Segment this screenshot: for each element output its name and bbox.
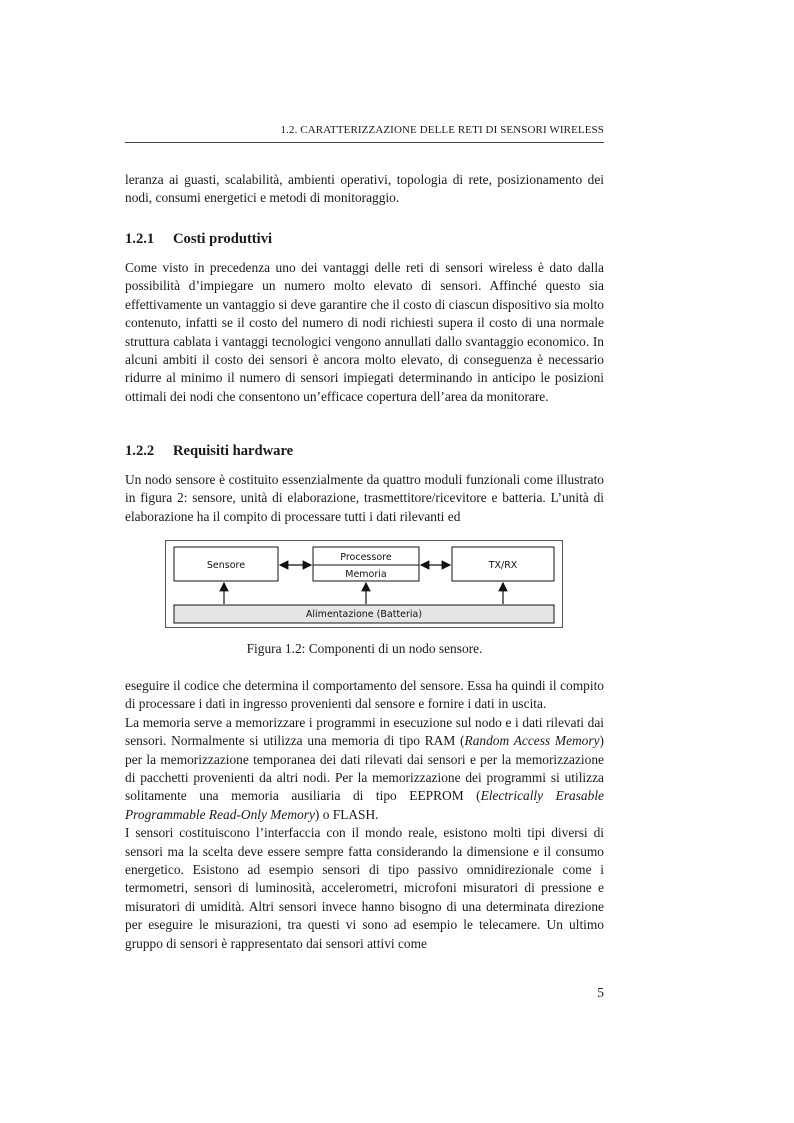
section-number: 1.2.1	[125, 231, 155, 247]
term-eeprom: Electrically Erasable Programmable Read-Only Memory	[125, 788, 604, 822]
running-header	[125, 124, 604, 143]
section-title: Requisiti hardware	[173, 443, 294, 459]
page-number: 5	[597, 985, 604, 1000]
body-after-figure	[125, 677, 604, 953]
term-ram: Random Access Memory	[464, 733, 600, 749]
text-run: ) per la memorizzazione temporanea dei dati rilevati dai sensori e per la memorizzazione di pacchetti provenienti da altri nodi. Per la memorizzazione dei programmi si utilizza solitamente una memoria ausiliaria di tipo EEPROM (	[125, 733, 605, 804]
intro-paragraph	[125, 171, 604, 208]
text-run: ) o FLASH.	[314, 806, 379, 822]
section-body-costi	[125, 259, 604, 406]
paragraph-memory	[125, 714, 604, 824]
memory-label: Memoria	[345, 569, 387, 580]
sensor-node-figure	[165, 540, 563, 628]
intro-text: leranza ai guasti, scalabilità, ambienti operativi, topologia di rete, posizionamento dei nodi, consumi energetici e metodi di monitoraggio.	[125, 172, 604, 206]
txrx-label: TX/RX	[488, 560, 518, 571]
sensor-label: Sensore	[206, 560, 246, 571]
paragraph: eseguire il codice che determina il comportamento del sensore. Essa ha quindi il compito di processare i dati in ingresso provenienti dal sensore e fornire i dati in uscita.	[125, 678, 604, 712]
figure-caption: Figura 1.2: Componenti di un nodo sensore.	[246, 641, 483, 656]
section-number: 1.2.2	[125, 443, 155, 459]
section-heading-hardware	[125, 443, 293, 460]
running-title: 1.2. CARATTERIZZAZIONE DELLE RETI DI SENSORI WIRELESS	[280, 124, 604, 136]
sensor-node-diagram	[166, 541, 564, 629]
text-run: La memoria serve a memorizzare i programmi in esecuzione sul nodo e i dati rilevati dai sensori. Normalmente si utilizza una memoria di tipo RAM (	[125, 714, 604, 749]
paragraph: I sensori costituiscono l’interfaccia con il mondo reale, esistono molti tipi diversi di sensori ma la scelta deve essere sempre fatta considerando la dimensione e il consumo energetico. Esistono ad esempio sensori di tipo passivo omnidirezionale come i termometri, sensori di luminosità, accelerometri, microfoni misuratori di pressione e misuratori di umidità. Altri sensori invece hanno bisogno di una determinata direzione per eseguire le misurazioni, tra questi vi sono ad esempio le telecamere. Un ultimo gruppo di sensori è rappresentato dai sensori attivi come	[125, 825, 604, 951]
section-body-hardware	[125, 471, 604, 526]
section-title: Costi produttivi	[173, 231, 273, 247]
power-label: Alimentazione (Batteria)	[305, 609, 423, 620]
processor-label: Processore	[340, 552, 392, 563]
section-heading-costi	[125, 231, 272, 248]
paragraph: Come visto in precedenza uno dei vantaggi delle reti di sensori wireless è dato dalla possibilità d’impiegare un numero molto elevato di sensori. Affinché questo sia effettivamente un vantaggio si deve garantire che il costo di ciascun dispositivo sia molto contenuto, infatti se il costo del numero di nodi richiesti supera il costo di una normale struttura cablata i vantaggi tecnologici vengono annullati dallo svantaggio economico. In alcuni ambiti il costo dei sensori è ancora molto elevato, di conseguenza è necessario ridurre al minimo il numero di sensori impiegati determinando in anticipo le posizioni ottimali dei nodi che consentono un’efficace copertura dell’area da monitorare.	[125, 260, 604, 404]
paragraph: Un nodo sensore è costituito essenzialmente da quattro moduli funzionali come illustrato in figura 2: sensore, unità di elaborazione, trasmettitore/ricevitore e batteria. L’unità di elaborazione ha il compito di processare tutti i dati rilevanti ed	[125, 472, 604, 524]
